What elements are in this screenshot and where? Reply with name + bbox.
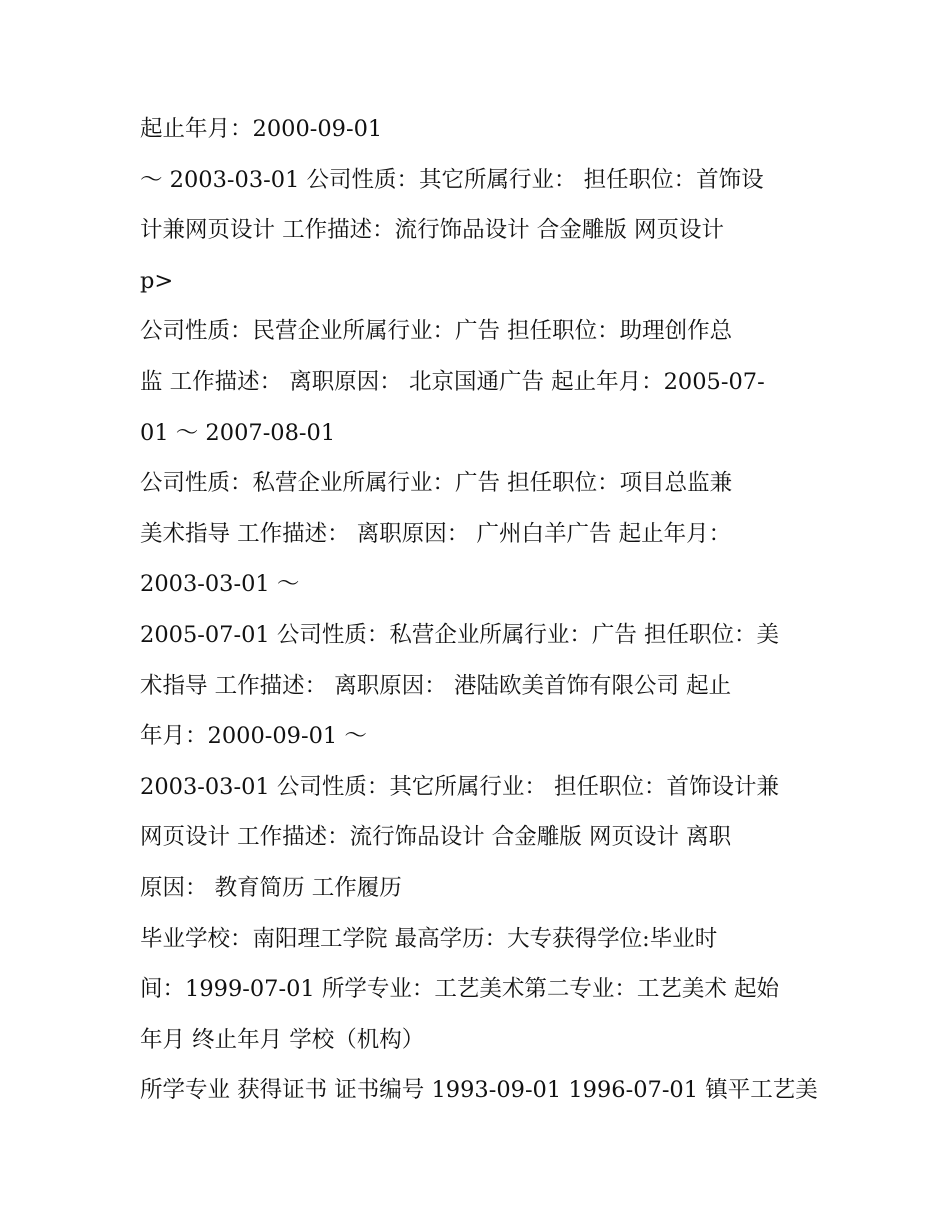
text-line: 网页设计 工作描述：流行饰品设计 合金雕版 网页设计 离职	[140, 824, 732, 851]
text-line: 2005-07-01 公司性质：私营企业所属行业：广告 担任职位：美	[140, 621, 780, 648]
text-line: 美术指导 工作描述： 离职原因： 广州白羊广告 起止年月：	[140, 520, 732, 547]
text-line: 间：1999-07-01 所学专业：工艺美术第二专业：工艺美术 起始	[140, 976, 780, 1003]
text-line: 计兼网页设计 工作描述：流行饰品设计 合金雕版 网页设计	[140, 217, 724, 244]
text-line: 2003-03-01 公司性质：其它所属行业： 担任职位：首饰设计兼	[140, 773, 780, 800]
text-line: 原因： 教育简历 工作履历	[140, 874, 402, 901]
text-line: 毕业学校：南阳理工学院 最高学历：大专获得学位:毕业时	[140, 925, 718, 952]
text-line: ～ 2003-03-01 公司性质：其它所属行业： 担任职位：首饰设	[140, 166, 764, 193]
text-line: 公司性质：私营企业所属行业：广告 担任职位：项目总监兼	[140, 470, 733, 497]
document-body	[140, 104, 820, 1116]
text-line: 术指导 工作描述： 离职原因： 港陆欧美首饰有限公司 起止	[140, 672, 732, 699]
text-line: 公司性质：民营企业所属行业：广告 担任职位：助理创作总	[140, 318, 733, 345]
text-line: 01 ～ 2007-08-01	[140, 419, 336, 446]
text-line: 年月：2000-09-01 ～	[140, 723, 367, 750]
text-line: 年月 终止年月 学校（机构）	[140, 1026, 425, 1053]
text-line: 监 工作描述： 离职原因： 北京国通广告 起止年月：2005-07-	[140, 368, 765, 395]
text-line: 起止年月：2000-09-01	[140, 116, 383, 142]
text-line: 2003-03-01 ～	[140, 571, 300, 598]
text-line: p>	[140, 267, 174, 294]
text-line: 所学专业 获得证书 证书编号 1993-09-01 1996-07-01 镇平工艺美	[140, 1077, 818, 1104]
